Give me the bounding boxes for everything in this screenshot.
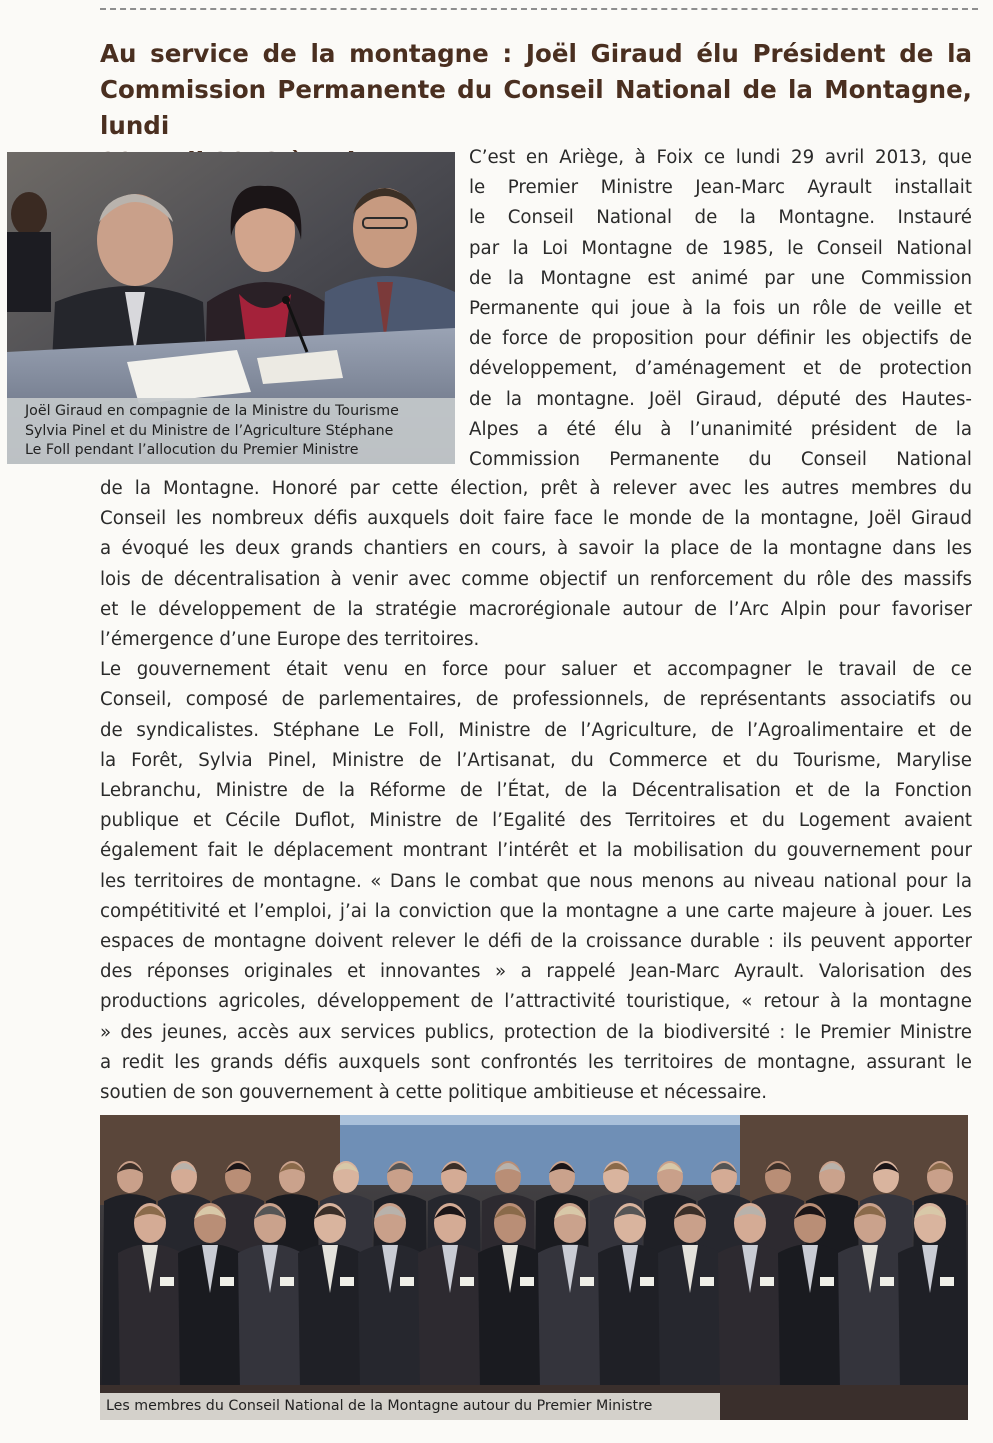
photo-group-illustration xyxy=(100,1115,968,1420)
text-line: lois de décentralisation à venir avec comme objectif un renforcement du rôle des massifs xyxy=(100,568,972,590)
text-line: les territoires de montagne. « Dans le combat que nous menons au niveau national pour la xyxy=(100,870,972,892)
headline-line: Commission Permanente du Conseil National de la Montagne, lundi xyxy=(100,75,972,140)
text-line: également fait le déplacement montrant l’intérêt et la mobilisation du gouvernement pour xyxy=(100,840,972,862)
text-line: Conseil, composé de parlementaires, de professionnels, de représentants associatifs ou xyxy=(100,689,972,711)
text-line: de la Montagne. Honoré par cette élection, prêt à relever avec les autres membres du xyxy=(100,478,972,499)
text-line: et le développement de la stratégie macrorégionale autour de l’Arc Alpin pour favoriser xyxy=(100,598,972,620)
text-line: espaces de montagne doivent relever le défi de la croissance durable : ils peuvent apporter xyxy=(100,931,972,953)
text-line: Le gouvernement était venu en force pour saluer et accompagner le travail de ce xyxy=(100,659,972,681)
text-line: de force de proposition pour définir les objectifs de xyxy=(469,328,972,350)
text-line: la Forêt, Sylvia Pinel, Ministre de l’Artisanat, du Commerce et du Tourisme, Marylise xyxy=(100,749,972,771)
text-line: le Premier Ministre Jean-Marc Ayrault installait xyxy=(469,177,972,199)
caption-line: Le Foll pendant l’allocution du Premier Ministre xyxy=(25,442,359,458)
text-line: soutien de son gouvernement à cette politique ambitieuse et nécessaire. xyxy=(100,1082,767,1104)
photo-ministers-at-table xyxy=(7,152,455,464)
caption-line: Sylvia Pinel et du Ministre de l’Agriculture Stéphane xyxy=(25,422,394,439)
text-line: Lebranchu, Ministre de la Réforme de l’État, de la Décentralisation et de la Fonction xyxy=(100,780,972,802)
text-line: des réponses originales et innovantes » a rappelé Jean-Marc Ayrault. Valorisation des xyxy=(100,961,972,983)
article-column-text xyxy=(469,143,972,475)
headline-line: Au service de la montagne : Joël Giraud élu Président de la xyxy=(100,39,972,68)
text-line: compétitivité et l’emploi, j’ai la conviction que la montagne a une carte majeure à jouer. Les xyxy=(100,900,972,922)
text-line: de syndicalistes. Stéphane Le Foll, Ministre de l’Agriculture, de l’Agroalimentaire et de xyxy=(100,719,972,741)
caption-line: Joël Giraud en compagnie de la Ministre du Tourisme xyxy=(25,403,399,419)
text-line: a redit les grands défis auxquels sont confrontés les territoires de montagne, assurant le xyxy=(100,1051,972,1073)
text-line: productions agricoles, développement de l’attractivité touristique, « retour à la montagne xyxy=(100,991,972,1013)
text-line: de la montagne. Joël Giraud, député des Hautes- xyxy=(469,388,972,410)
text-line: développement, d’aménagement et de protection xyxy=(469,358,972,380)
text-line: C’est en Ariège, à Foix ce lundi 29 avril 2013, que xyxy=(469,147,972,168)
article-body-text xyxy=(100,474,972,1108)
text-line: » des jeunes, accès aux services publics, protection de la biodiversité : le Premier Ministre xyxy=(100,1021,972,1043)
text-line: Permanente qui joue à la fois un rôle de veille et xyxy=(469,298,972,320)
photo-caption-group: Les membres du Conseil National de la Montagne autour du Premier Ministre xyxy=(100,1393,720,1420)
photo-caption-ministers xyxy=(7,398,455,464)
text-line: par la Loi Montagne de 1985, le Conseil National xyxy=(469,237,972,259)
text-line: de la Montagne est animé par une Commission xyxy=(469,267,972,289)
text-line: a évoqué les deux grands chantiers en cours, à savoir la place de la montagne dans les xyxy=(100,538,972,560)
top-dashed-rule xyxy=(100,8,978,10)
text-line: l’émergence d’une Europe des territoires. xyxy=(100,629,480,651)
text-line: Commission Permanente du Conseil National xyxy=(469,449,972,471)
text-line: Alpes a été élu à l’unanimité président de la xyxy=(469,418,972,440)
text-line: Conseil les nombreux défis auxquels doit faire face le monde de la montagne, Joël Giraud xyxy=(100,508,972,530)
photo-council-group xyxy=(100,1115,968,1420)
text-line: publique et Cécile Duflot, Ministre de l’Egalité des Territoires et du Logement avaient xyxy=(100,810,972,832)
text-line: le Conseil National de la Montagne. Instauré xyxy=(469,207,972,229)
